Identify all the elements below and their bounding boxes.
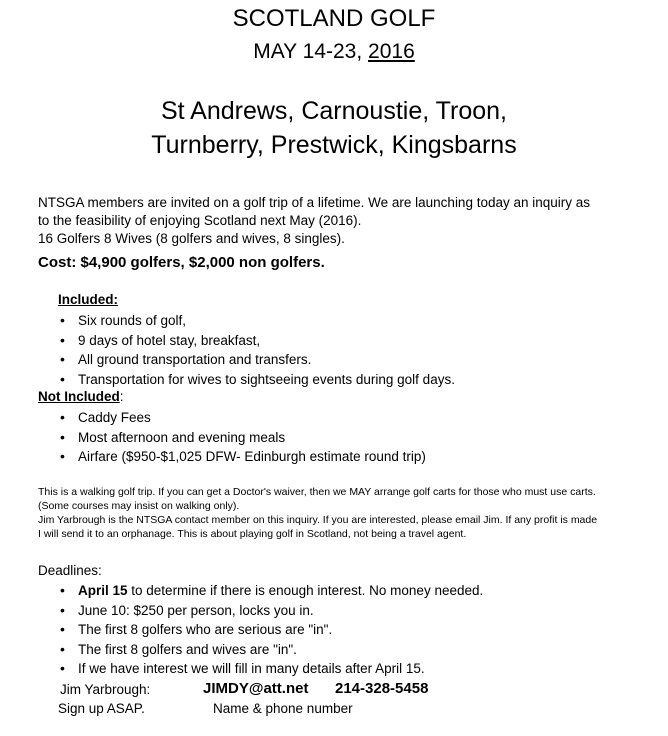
intro-line-3: 16 Golfers 8 Wives (8 golfers and wives, 8 singles). [38,231,345,246]
not-included-heading [38,388,124,406]
courses-line-1: St Andrews, Carnoustie, Troon, [160,97,507,125]
notes-paragraph-2 [38,514,643,541]
cost-line: Cost: $4,900 golfers, $2,000 non golfers. [38,254,325,271]
contact-email: JIMDY@att.net [203,680,309,697]
list-item: • June 10: $250 per person, locks you in. [58,601,483,621]
notes-line-3: Jim Yarbrough is the NTSGA contact member on this inquiry. If you are interested, please email Jim. If any profit is made [38,514,598,526]
intro-paragraph [38,194,638,248]
not-included-colon: : [119,389,124,404]
list-item: • If we have interest we will fill in many details after April 15. [58,659,483,679]
list-item: • Transportation for wives to sightseeing events during golf days. [58,370,455,390]
notes-line-2: (Some courses may insist on walking only). [38,499,240,512]
included-heading: Included: [58,292,118,307]
deadline-text: to determine if there is enough interest. No money needed. [127,583,484,598]
contact-name-label: Jim Yarbrough: [60,682,151,697]
trip-dates [0,38,668,66]
list-item: • The first 8 golfers and wives are "in". [58,640,483,660]
contact-phone: 214-328-5458 [335,680,429,697]
signup-text: Sign up ASAP. [58,701,145,716]
dates-text: MAY 14-23, [253,40,369,63]
not-included-label: Not Included [38,389,120,404]
not-included-list [58,408,426,467]
notes-line-1: This is a walking golf trip. If you can get a Doctor's waiver, then we MAY arrange golf carts for those who must use carts. [38,486,596,498]
list-item: • 9 days of hotel stay, breakfast, [58,331,455,351]
deadlines-list [58,581,483,679]
intro-line-1: NTSGA members are invited on a golf trip of a lifetime. We are launching today an inquiry as [38,195,591,210]
document-title: SCOTLAND GOLF [232,5,436,32]
list-item: • Six rounds of golf, [58,311,455,331]
dates-year: 2016 [368,40,415,63]
notes-line-4: I will send it to an orphanage. This is about playing golf in Scotland, not being a travel agent. [38,527,467,540]
courses-heading [0,94,668,162]
name-phone-text: Name & phone number [213,701,353,716]
intro-line-2: to the feasibility of enjoying Scotland next May (2016). [38,213,362,228]
list-item: • Most afternoon and evening meals [58,428,426,448]
courses-line-2: Turnberry, Prestwick, Kingsbarns [151,131,517,159]
included-list [58,311,455,389]
deadline-date: April 15 [78,583,128,598]
list-item: • Caddy Fees [58,408,426,428]
notes-paragraph-1 [38,486,643,513]
list-item: • The first 8 golfers who are serious are "in". [58,620,483,640]
list-item [58,581,483,601]
deadlines-heading: Deadlines: [38,563,102,578]
list-item: • Airfare ($950-$1,025 DFW- Edinburgh estimate round trip) [58,447,426,467]
list-item: • All ground transportation and transfers. [58,350,455,370]
